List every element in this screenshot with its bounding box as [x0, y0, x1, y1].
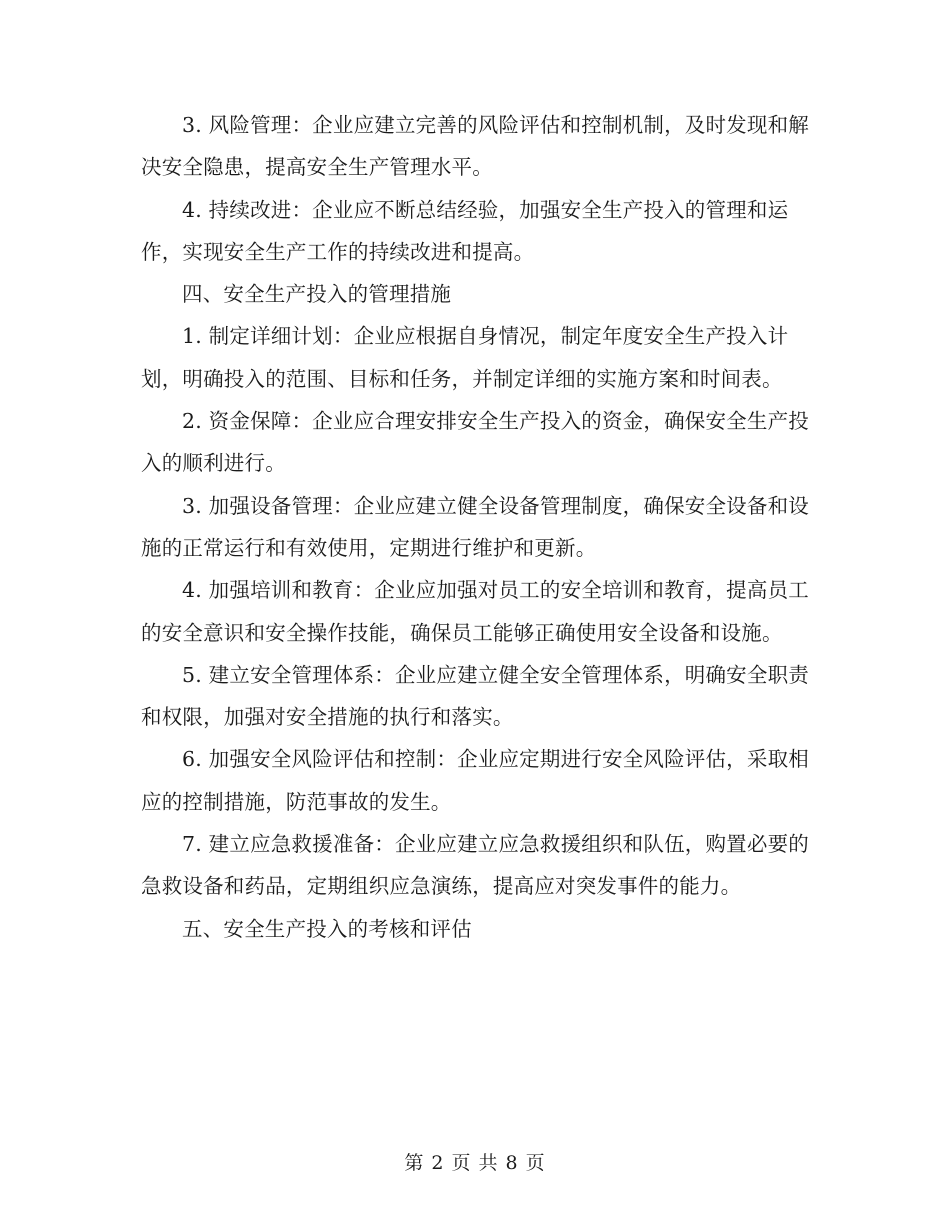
section-heading-management-measures: 四、安全生产投入的管理措施	[182, 282, 452, 307]
paragraph-training-education: 4. 加强培训和教育：企业应加强对员工的安全培训和教育，提高员工的安全意识和安全操作技能，确保员工能够正确使用安全设备和设施。	[141, 578, 809, 645]
paragraph-funding-guarantee: 2. 资金保障：企业应合理安排安全生产投入的资金，确保安全生产投入的顺利进行。	[141, 409, 809, 476]
paragraph-risk-management: 3. 风险管理：企业应建立完善的风险评估和控制机制，及时发现和解决安全隐患，提高安全生产管理水平。	[141, 113, 809, 180]
page-number-footer: 第 2 页 共 8 页	[404, 1152, 546, 1174]
paragraph-continuous-improvement: 4. 持续改进：企业应不断总结经验，加强安全生产投入的管理和运作，实现安全生产工作的持续改进和提高。	[141, 197, 789, 264]
document-body	[141, 104, 809, 950]
section-heading-assessment-evaluation: 五、安全生产投入的考核和评估	[182, 916, 472, 941]
paragraph-equipment-management: 3. 加强设备管理：企业应建立健全设备管理制度，确保安全设备和设施的正常运行和有效使用，定期进行维护和更新。	[141, 493, 809, 560]
paragraph-risk-assessment-control: 6. 加强安全风险评估和控制：企业应定期进行安全风险评估，采取相应的控制措施，防范事故的发生。	[141, 747, 809, 814]
paragraph-detailed-plan: 1. 制定详细计划：企业应根据自身情况，制定年度安全生产投入计划，明确投入的范围、目标和任务，并制定详细的实施方案和时间表。	[141, 324, 789, 391]
paragraph-emergency-rescue: 7. 建立应急救援准备：企业应建立应急救援组织和队伍，购置必要的急救设备和药品，定期组织应急演练，提高应对突发事件的能力。	[141, 832, 809, 899]
paragraph-safety-management-system: 5. 建立安全管理体系：企业应建立健全安全管理体系，明确安全职责和权限，加强对安全措施的执行和落实。	[141, 662, 809, 730]
